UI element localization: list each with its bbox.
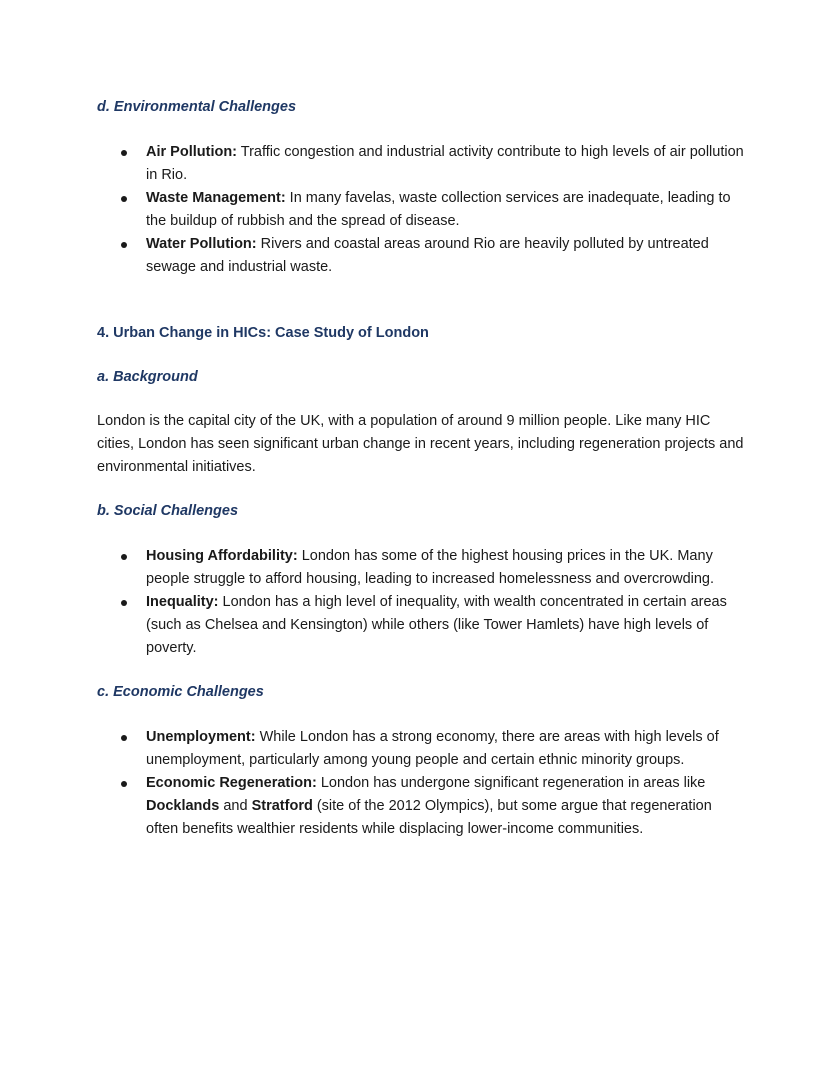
- document-page: [97, 96, 747, 841]
- list-item: [97, 545, 747, 591]
- item-label: Inequality:: [146, 594, 219, 610]
- item-label: Waste Management:: [146, 190, 286, 206]
- item-label: Housing Affordability:: [146, 548, 298, 564]
- social-challenges-list: [97, 545, 747, 660]
- list-item: [97, 233, 747, 279]
- item-label: Air Pollution:: [146, 144, 238, 160]
- background-paragraph: London is the capital city of the UK, with a population of around 9 million people. Like many HIC cities, London has seen significant urban change in recent years, including regeneration projects and environmental initiatives.: [97, 413, 744, 475]
- section-4-heading: 4. Urban Change in HICs: Case Study of London: [97, 325, 429, 341]
- section-b-heading: b. Social Challenges: [97, 503, 239, 519]
- section-a-heading: a. Background: [97, 369, 198, 385]
- bullet-icon: [121, 781, 127, 787]
- bullet-icon: [121, 196, 127, 202]
- bullet-icon: [121, 554, 127, 560]
- environmental-challenges-list: [97, 141, 747, 279]
- section-d-heading: d. Environmental Challenges: [97, 99, 297, 115]
- item-label: Unemployment:: [146, 729, 256, 745]
- section-c-heading: c. Economic Challenges: [97, 684, 264, 700]
- bullet-icon: [121, 242, 127, 248]
- item-text: Rivers and coastal areas around Rio are heavily polluted by untreated sewage and industrial waste.: [146, 236, 709, 275]
- bullet-icon: [121, 600, 127, 606]
- item-text: London has a high level of inequality, with wealth concentrated in certain areas (such as Chelsea and Kensington) while others (like Tower Hamlets) have high levels of poverty.: [146, 594, 727, 656]
- item-text: London has some of the highest housing prices in the UK. Many people struggle to afford housing, leading to increased homelessness and overcrowding.: [146, 548, 715, 587]
- item-text: While London has a strong economy, there are areas with high levels of unemployment, particularly among young people and certain ethnic minority groups.: [146, 729, 719, 768]
- item-text: Traffic congestion and industrial activity contribute to high levels of air pollution in Rio.: [146, 144, 744, 183]
- bullet-icon: [121, 735, 127, 741]
- list-item: [97, 141, 747, 187]
- list-item: [97, 726, 747, 772]
- item-text: and: [219, 798, 252, 814]
- item-text: (site of the 2012 Olympics), but some argue that regeneration often benefits wealthier residents while displacing lower-income communities.: [146, 798, 712, 837]
- item-label: Water Pollution:: [146, 236, 257, 252]
- list-item: [97, 772, 747, 841]
- item-text: In many favelas, waste collection services are inadequate, leading to the buildup of rubbish and the spread of disease.: [146, 190, 731, 229]
- list-item: [97, 591, 747, 660]
- item-text: London has undergone significant regeneration in areas like: [316, 775, 706, 791]
- bullet-icon: [121, 150, 127, 156]
- list-item: [97, 187, 747, 233]
- item-label: Economic Regeneration:: [146, 775, 317, 791]
- economic-challenges-list: [97, 726, 747, 841]
- place-stratford: Stratford: [251, 798, 313, 814]
- place-docklands: Docklands: [146, 798, 220, 814]
